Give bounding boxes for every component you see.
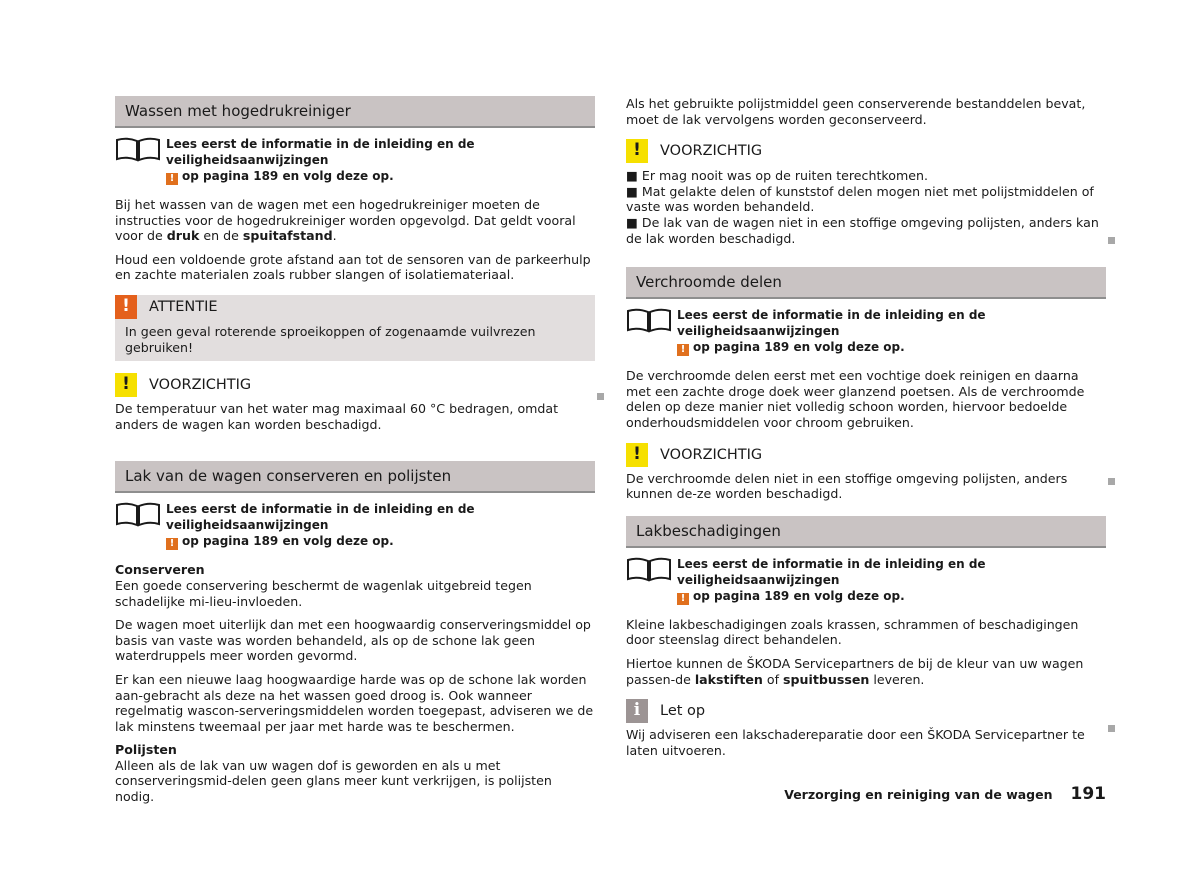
paragraph-lakbeschadigingen-2: Hiertoe kunnen de ŠKODA Servicepartners de bij de kleur van uw wagen passen-de lakstiften of spuitbussen leveren. (626, 655, 1084, 687)
book-icon (115, 136, 161, 162)
paragraph-wassen-2: Houd een voldoende grote afstand aan tot de sensoren van de parkeerhulp en zachte materialen zoals rubber slangen of isolatiemateriaal. (115, 251, 591, 283)
section-heading-lak: Lak van de wagen conserveren en polijsten (115, 461, 595, 491)
section-end-marker (1108, 237, 1115, 244)
section-heading-verchroomd: Verchroomde delen (626, 267, 1106, 297)
ref-line2: op pagina 189 en volg deze op. (693, 588, 905, 603)
section-end-marker (597, 393, 604, 400)
voorzichtig-note (626, 443, 1106, 502)
subheading-polijsten: Polijsten (115, 742, 177, 758)
caution-bullet: ■ Er mag nooit was op de ruiten terechtkomen. (626, 168, 928, 184)
caution-icon: ! (626, 443, 648, 467)
voorzichtig-text: De verchroomde delen niet in een stoffige omgeving polijsten, anders kunnen de-ze worden beschadigd. (626, 470, 1068, 502)
paragraph-polijsten: Alleen als de lak van uw wagen dof is geworden en als u met conserveringsmid-delen geen glans meer kunt verkrijgen, is polijsten nodig. (115, 757, 552, 805)
attentie-box (115, 295, 595, 361)
warning-icon: ! (115, 295, 137, 319)
ref-line2: op pagina 189 en volg deze op. (182, 534, 394, 549)
warning-icon: ! (166, 538, 178, 550)
voorzichtig-title: VOORZICHTIG (660, 143, 763, 160)
voorzichtig-title: VOORZICHTIG (149, 377, 252, 394)
attentie-title: ATTENTIE (149, 298, 218, 315)
caution-bullet: ■ De lak van de wagen niet in een stoffige omgeving polijsten, anders kan de lak worden beschadigd. (626, 214, 1099, 246)
warning-icon: ! (677, 593, 689, 605)
letop-text: Wij adviseren een lakschadereparatie door een ŠKODA Servicepartner te laten uitvoeren. (626, 727, 1085, 758)
paragraph-conserveren-3: Er kan een nieuwe laag hoogwaardige harde was op de schone lak worden aan-gebracht als deze na het wassen goed droog is. Ook wanneer regelmatig wascon-serveringsmiddelen worden toegepast, adviseren we de lak minstens tweemaal per jaar met harde was te beschermen. (115, 671, 594, 734)
book-icon (115, 501, 161, 527)
right-column (626, 96, 1106, 758)
section-heading-wassen: Wassen met hogedrukreiniger (115, 96, 595, 126)
ref-line1: Lees eerst de informatie in de inleiding en de veiligheidsaanwijzingen (166, 502, 475, 533)
footer-chapter-title: Verzorging en reiniging van de wagen (784, 787, 1053, 802)
attentie-text: In geen geval roterende sproeikoppen of zogenaamde vuilvrezen gebruiken! (125, 323, 536, 355)
letop-title: Let op (660, 703, 706, 720)
page-footer (784, 784, 1106, 804)
book-icon (626, 556, 672, 582)
safety-reference (626, 556, 1106, 605)
caution-bullet: ■ Mat gelakte delen of kunststof delen mogen niet met polijstmiddelen of vaste was worden behandeld. (626, 183, 1094, 215)
section-end-marker (1108, 725, 1115, 732)
voorzichtig-text: De temperatuur van het water mag maximaal 60 °C bedragen, omdat anders de wagen kan worden beschadigd. (115, 401, 559, 432)
paragraph-wassen-1: Bij het wassen van de wagen met een hogedrukreiniger moeten de instructies voor de hogedrukreiniger worden opgevolgd. Dat geldt vooral voor de druk en de spuitafstand. (115, 197, 576, 244)
ref-line2: op pagina 189 en volg deze op. (182, 169, 394, 183)
ref-line1: Lees eerst de informatie in de inleiding en de veiligheidsaanwijzingen (677, 308, 986, 339)
voorzichtig-note (626, 139, 1106, 246)
warning-icon: ! (166, 173, 178, 185)
caution-icon: ! (626, 139, 648, 163)
book-icon (626, 307, 672, 333)
paragraph-lakbeschadigingen-1: Kleine lakbeschadigingen zoals krassen, schrammen of beschadigingen door steenslag direct behandelen. (626, 616, 1079, 648)
left-column (115, 96, 595, 805)
safety-reference (626, 307, 1106, 356)
safety-reference (115, 136, 595, 185)
info-icon: i (626, 699, 648, 723)
paragraph-polijstmiddel: Als het gebruikte polijstmiddel geen conserverende bestanddelen bevat, moet de lak vervolgens worden geconserveerd. (626, 96, 1086, 127)
voorzichtig-title: VOORZICHTIG (660, 446, 763, 463)
ref-line1: Lees eerst de informatie in de inleiding en de veiligheidsaanwijzingen (166, 137, 475, 167)
caution-icon: ! (115, 373, 137, 397)
ref-line2: op pagina 189 en volg deze op. (693, 340, 905, 355)
ref-line1: Lees eerst de informatie in de inleiding en de veiligheidsaanwijzingen (677, 556, 986, 587)
warning-icon: ! (677, 344, 689, 356)
section-heading-lakbeschadigingen: Lakbeschadigingen (626, 516, 1106, 546)
letop-note (626, 699, 1106, 758)
paragraph-conserveren-1: Een goede conservering beschermt de wagenlak uitgebreid tegen schadelijke mi-lieu-invloeden. (115, 577, 532, 609)
paragraph-conserveren-2: De wagen moet uiterlijk dan met een hoogwaardig conserveringsmiddel op basis van vaste was worden behandeld, als op de schone lak geen waterdruppels meer worden gevormd. (115, 617, 591, 664)
page-number: 191 (1070, 784, 1106, 804)
section-end-marker (1108, 478, 1115, 485)
voorzichtig-note (115, 373, 595, 432)
subheading-conserveren: Conserveren (115, 562, 205, 578)
paragraph-verchroomd: De verchroomde delen eerst met een vochtige doek reinigen en daarna met een zachte droge doek weer glanzend poetsen. Als de verchroomde delen op deze manier niet volledig schoon worden, hiervoor bedoelde onderhoudsmiddelen voor chroom gebruiken. (626, 368, 1085, 430)
safety-reference (115, 501, 595, 550)
